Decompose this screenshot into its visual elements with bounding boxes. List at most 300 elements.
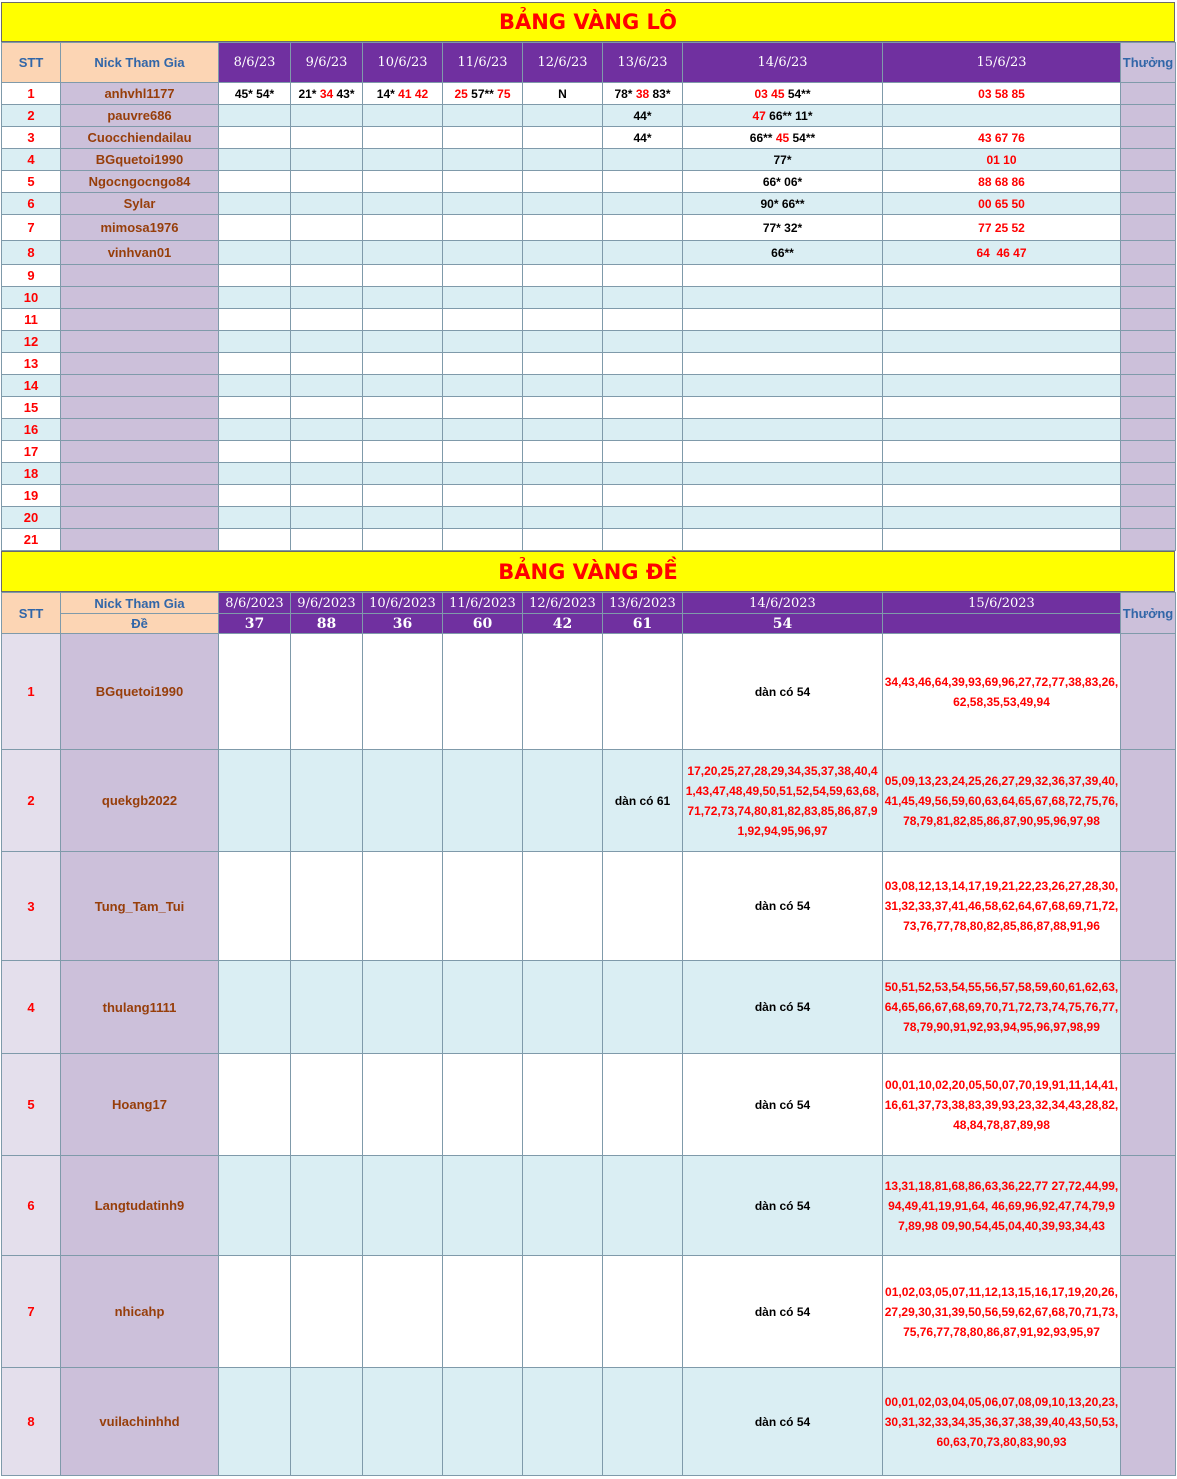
de-result-number: 54 xyxy=(683,614,883,634)
lo-day-cell xyxy=(523,397,603,419)
lo-stt-cell: 10 xyxy=(2,287,61,309)
lo-day-cell xyxy=(883,265,1121,287)
lo-day-cell xyxy=(291,507,363,529)
de-table-row xyxy=(2,1256,1176,1368)
lo-day-cell xyxy=(883,83,1121,105)
de-number-list: 13,31,18,81,68,86,63,36,22,77 27,72,44,99,94,49,41,19,91,64, 46,69,96,92,47,74,79,97,89,98 09,90,54,45,04,40,39,93,34,43 xyxy=(883,1156,1121,1256)
lo-day-cell xyxy=(363,441,443,463)
lo-day-cell xyxy=(363,485,443,507)
de-nick-cell: vuilachinhhd xyxy=(61,1368,219,1476)
lo-day-cell xyxy=(363,331,443,353)
lo-day-cell xyxy=(523,241,603,265)
lo-nick-cell xyxy=(61,529,219,551)
lo-table xyxy=(1,42,1176,551)
lo-nick-cell xyxy=(61,441,219,463)
lo-day-cell xyxy=(603,353,683,375)
lo-day-cell xyxy=(363,419,443,441)
lo-day-cell xyxy=(219,287,291,309)
de-day-cell xyxy=(603,1368,683,1476)
lo-day-cell xyxy=(683,83,883,105)
de-stt-cell: 1 xyxy=(2,634,61,750)
lo-day-cell xyxy=(603,419,683,441)
lo-day-cell xyxy=(363,397,443,419)
lo-reward-header: Thưởng xyxy=(1121,43,1176,83)
de-day-cell xyxy=(523,750,603,852)
lo-hit-number: 03 45 xyxy=(754,86,785,101)
lo-day-cell xyxy=(683,241,883,265)
lo-day-cell xyxy=(523,193,603,215)
de-reward-cell xyxy=(1121,1054,1176,1156)
lo-day-cell xyxy=(443,149,523,171)
de-day-cell xyxy=(523,1156,603,1256)
de-day-cell xyxy=(603,1156,683,1256)
lo-reward-cell xyxy=(1121,529,1176,551)
lo-day-cell xyxy=(883,507,1121,529)
lo-pick-number: 66** 11* xyxy=(765,108,813,123)
lo-day-cell xyxy=(603,193,683,215)
lo-day-cell xyxy=(219,83,291,105)
de-result-number: 37 xyxy=(219,614,291,634)
de-result-number: 36 xyxy=(363,614,443,634)
lo-date-header: 8/6/23 xyxy=(219,43,291,83)
lo-day-cell xyxy=(291,353,363,375)
lo-day-cell xyxy=(443,331,523,353)
lo-table-row xyxy=(2,215,1176,241)
lo-reward-cell xyxy=(1121,171,1176,193)
lo-table-row xyxy=(2,441,1176,463)
de-day-cell: 17,20,25,27,28,29,34,35,37,38,40,41,43,47,48,49,50,51,52,54,59,63,68,71,72,73,74,80,81,82,83,85,86,87,91,92,94,95,96,97 xyxy=(683,750,883,852)
lo-day-cell xyxy=(603,171,683,193)
lo-nick-cell: Ngocngocngo84 xyxy=(61,171,219,193)
de-title: BẢNG VÀNG ĐỀ xyxy=(1,551,1175,592)
lo-day-cell xyxy=(363,127,443,149)
de-day-cell xyxy=(363,1054,443,1156)
lo-day-cell xyxy=(219,265,291,287)
lo-table-row xyxy=(2,127,1176,149)
lo-day-cell xyxy=(443,265,523,287)
lo-day-cell xyxy=(443,375,523,397)
lo-day-cell xyxy=(883,287,1121,309)
lo-date-header: 12/6/23 xyxy=(523,43,603,83)
de-reward-cell xyxy=(1121,1156,1176,1256)
de-reward-header: Thưởng xyxy=(1121,593,1176,634)
lo-day-cell xyxy=(363,375,443,397)
lo-day-cell xyxy=(883,309,1121,331)
de-day-cell xyxy=(363,1156,443,1256)
lo-hit-number: 25 xyxy=(454,86,468,101)
de-date-header: 15/6/2023 xyxy=(883,593,1121,614)
lo-day-cell xyxy=(683,507,883,529)
lo-day-cell xyxy=(363,171,443,193)
lo-table-row xyxy=(2,105,1176,127)
lo-day-cell xyxy=(683,331,883,353)
lo-day-cell xyxy=(291,463,363,485)
lo-hit-number: 47 xyxy=(752,108,766,123)
lo-day-cell xyxy=(603,485,683,507)
lo-header-row xyxy=(2,43,1176,83)
lo-pick-number: 78* xyxy=(614,86,636,101)
lo-day-cell xyxy=(523,375,603,397)
de-day-cell: dàn có 54 xyxy=(683,634,883,750)
lo-day-cell xyxy=(291,127,363,149)
lo-day-cell xyxy=(683,287,883,309)
de-day-cell xyxy=(603,1256,683,1368)
de-table-row xyxy=(2,1368,1176,1476)
lo-day-cell xyxy=(683,463,883,485)
lo-table-row xyxy=(2,353,1176,375)
de-day-cell xyxy=(443,961,523,1054)
lo-reward-cell xyxy=(1121,507,1176,529)
lo-pick-number: 21* xyxy=(298,86,320,101)
lo-day-cell xyxy=(443,83,523,105)
lo-nick-cell xyxy=(61,507,219,529)
de-day-cell xyxy=(523,852,603,961)
lo-day-cell xyxy=(363,507,443,529)
lo-day-cell xyxy=(363,265,443,287)
de-date-header: 10/6/2023 xyxy=(363,593,443,614)
de-date-header: 8/6/2023 xyxy=(219,593,291,614)
lo-day-cell xyxy=(219,397,291,419)
de-date-header: 13/6/2023 xyxy=(603,593,683,614)
lo-reward-cell xyxy=(1121,265,1176,287)
de-day-cell xyxy=(523,1256,603,1368)
de-day-cell: dàn có 54 xyxy=(683,1156,883,1256)
lo-day-cell xyxy=(363,463,443,485)
lo-day-cell xyxy=(523,105,603,127)
lo-day-cell xyxy=(363,83,443,105)
lo-day-cell xyxy=(219,507,291,529)
lo-stt-cell: 20 xyxy=(2,507,61,529)
de-result-number: 88 xyxy=(291,614,363,634)
lo-nick-cell: mimosa1976 xyxy=(61,215,219,241)
lo-day-cell xyxy=(443,287,523,309)
lo-day-cell xyxy=(443,309,523,331)
de-day-cell xyxy=(523,961,603,1054)
lo-day-cell xyxy=(291,287,363,309)
lo-title: BẢNG VÀNG LÔ xyxy=(1,2,1175,42)
lo-day-cell xyxy=(443,215,523,241)
lo-day-cell xyxy=(603,529,683,551)
lo-stt-cell: 14 xyxy=(2,375,61,397)
lo-pick-number: 45* 54* xyxy=(234,86,275,101)
lo-reward-cell xyxy=(1121,127,1176,149)
lo-day-cell xyxy=(523,215,603,241)
lo-day-cell xyxy=(363,309,443,331)
lo-stt-cell: 8 xyxy=(2,241,61,265)
lo-day-cell xyxy=(603,397,683,419)
lo-nick-cell xyxy=(61,375,219,397)
lo-day-cell xyxy=(603,265,683,287)
lo-day-cell xyxy=(683,419,883,441)
lo-day-cell xyxy=(291,485,363,507)
lo-day-cell xyxy=(291,149,363,171)
lo-stt-cell: 15 xyxy=(2,397,61,419)
lo-day-cell xyxy=(683,127,883,149)
lo-stt-cell: 18 xyxy=(2,463,61,485)
lo-hit-number: 34 xyxy=(319,86,334,101)
lo-day-cell xyxy=(291,397,363,419)
de-day-cell xyxy=(219,1156,291,1256)
lo-day-cell xyxy=(443,127,523,149)
lo-day-cell xyxy=(683,149,883,171)
lo-day-cell xyxy=(363,353,443,375)
lo-day-cell xyxy=(291,171,363,193)
lo-day-cell xyxy=(603,463,683,485)
de-day-cell xyxy=(219,1054,291,1156)
lo-reward-cell xyxy=(1121,463,1176,485)
lo-day-cell xyxy=(883,441,1121,463)
lo-day-cell xyxy=(523,331,603,353)
de-date-header: 12/6/2023 xyxy=(523,593,603,614)
lo-reward-cell xyxy=(1121,241,1176,265)
lo-table-row xyxy=(2,507,1176,529)
de-reward-cell xyxy=(1121,852,1176,961)
de-day-cell: dàn có 54 xyxy=(683,1256,883,1368)
de-stt-cell: 5 xyxy=(2,1054,61,1156)
lo-pick-number: 66* 06* xyxy=(762,174,803,189)
lo-day-cell xyxy=(883,171,1121,193)
lo-day-cell xyxy=(443,441,523,463)
de-stt-cell: 7 xyxy=(2,1256,61,1368)
de-table-row xyxy=(2,852,1176,961)
de-day-cell xyxy=(219,750,291,852)
lo-nick-cell: vinhvan01 xyxy=(61,241,219,265)
lo-nick-cell xyxy=(61,353,219,375)
lo-day-cell xyxy=(883,375,1121,397)
lo-date-header: 9/6/23 xyxy=(291,43,363,83)
de-date-header: 14/6/2023 xyxy=(683,593,883,614)
de-day-cell xyxy=(523,1368,603,1476)
lo-pick-number: 77* 32* xyxy=(762,220,803,235)
lo-stt-cell: 4 xyxy=(2,149,61,171)
lo-day-cell xyxy=(443,485,523,507)
lo-reward-cell xyxy=(1121,149,1176,171)
lo-table-row xyxy=(2,419,1176,441)
de-day-cell xyxy=(291,1256,363,1368)
lo-day-cell xyxy=(219,375,291,397)
lo-day-cell xyxy=(523,353,603,375)
lo-day-cell xyxy=(883,463,1121,485)
lo-day-cell xyxy=(523,309,603,331)
de-table-row xyxy=(2,750,1176,852)
de-table-row xyxy=(2,1054,1176,1156)
de-reward-cell xyxy=(1121,1368,1176,1476)
lo-pick-number: 90* 66** xyxy=(760,196,805,211)
lo-day-cell xyxy=(523,529,603,551)
de-day-cell xyxy=(523,1054,603,1156)
lo-day-cell xyxy=(291,215,363,241)
de-day-cell xyxy=(219,1256,291,1368)
de-day-cell xyxy=(443,750,523,852)
de-day-cell xyxy=(219,1368,291,1476)
lo-day-cell xyxy=(443,463,523,485)
lo-hit-number: 88 68 86 xyxy=(978,174,1025,189)
lo-day-cell xyxy=(291,529,363,551)
lo-reward-cell xyxy=(1121,287,1176,309)
lo-reward-cell xyxy=(1121,419,1176,441)
lo-day-cell xyxy=(219,105,291,127)
de-stt-cell: 4 xyxy=(2,961,61,1054)
lo-hit-number: 01 10 xyxy=(986,152,1017,167)
de-day-cell xyxy=(603,852,683,961)
lo-day-cell xyxy=(219,463,291,485)
lo-day-cell xyxy=(883,193,1121,215)
lo-day-cell xyxy=(883,419,1121,441)
lo-day-cell xyxy=(219,485,291,507)
lo-hit-number: 75 xyxy=(497,86,511,101)
lo-nick-cell: anhvhl1177 xyxy=(61,83,219,105)
lo-day-cell xyxy=(363,287,443,309)
lo-date-header: 13/6/23 xyxy=(603,43,683,83)
de-nick-cell: nhicahp xyxy=(61,1256,219,1368)
de-number-list: 01,02,03,05,07,11,12,13,15,16,17,19,20,26,27,29,30,31,39,50,56,59,62,67,68,70,71,73,75,76,77,78,80,86,87,91,92,93,95,97 xyxy=(883,1256,1121,1368)
lo-table-row xyxy=(2,331,1176,353)
lo-pick-number: 66** xyxy=(771,245,794,260)
lo-stt-cell: 1 xyxy=(2,83,61,105)
lo-reward-cell xyxy=(1121,353,1176,375)
de-nick-header: Nick Tham Gia xyxy=(61,593,219,614)
lo-table-row xyxy=(2,241,1176,265)
lo-pick-number: 14* xyxy=(376,86,399,101)
de-nick-cell: Langtudatinh9 xyxy=(61,1156,219,1256)
lo-day-cell xyxy=(363,529,443,551)
lo-day-cell xyxy=(683,529,883,551)
de-day-cell: dàn có 61 xyxy=(603,750,683,852)
lo-reward-cell xyxy=(1121,375,1176,397)
lo-day-cell xyxy=(883,397,1121,419)
lo-day-cell xyxy=(603,215,683,241)
lo-day-cell xyxy=(603,331,683,353)
lo-day-cell xyxy=(523,419,603,441)
lo-day-cell xyxy=(219,331,291,353)
de-day-cell xyxy=(363,961,443,1054)
lo-reward-cell xyxy=(1121,441,1176,463)
de-day-cell: dàn có 54 xyxy=(683,1054,883,1156)
lo-table-row xyxy=(2,397,1176,419)
lo-day-cell xyxy=(291,193,363,215)
de-nick-cell: BGquetoi1990 xyxy=(61,634,219,750)
lo-hit-number: 64 46 47 xyxy=(976,245,1027,260)
lo-day-cell xyxy=(291,265,363,287)
lo-day-cell xyxy=(603,375,683,397)
lo-day-cell xyxy=(291,331,363,353)
de-day-cell xyxy=(291,750,363,852)
lo-day-cell xyxy=(683,375,883,397)
lo-stt-cell: 12 xyxy=(2,331,61,353)
lo-day-cell xyxy=(883,127,1121,149)
de-day-cell xyxy=(363,852,443,961)
de-reward-cell xyxy=(1121,1256,1176,1368)
de-day-cell xyxy=(291,1054,363,1156)
lo-day-cell xyxy=(219,215,291,241)
lo-stt-cell: 16 xyxy=(2,419,61,441)
lo-reward-cell xyxy=(1121,193,1176,215)
lo-day-cell xyxy=(363,193,443,215)
de-reward-cell xyxy=(1121,961,1176,1054)
de-day-cell xyxy=(443,1368,523,1476)
de-day-cell xyxy=(363,634,443,750)
lo-pick-number: 83* xyxy=(649,86,671,101)
de-number-list: 05,09,13,23,24,25,26,27,29,32,36,37,39,40,41,45,49,56,59,60,63,64,65,67,68,72,75,76,78,79,81,82,85,86,87,90,95,96,97,98 xyxy=(883,750,1121,852)
lo-day-cell xyxy=(683,215,883,241)
de-stt-cell: 6 xyxy=(2,1156,61,1256)
lo-day-cell xyxy=(523,463,603,485)
de-reward-cell xyxy=(1121,750,1176,852)
lo-day-cell xyxy=(363,105,443,127)
de-day-cell xyxy=(523,634,603,750)
lo-stt-cell: 13 xyxy=(2,353,61,375)
lo-hit-number: 45 xyxy=(775,130,790,145)
lo-day-cell xyxy=(443,507,523,529)
de-nick-cell: thulang1111 xyxy=(61,961,219,1054)
de-stt-cell: 8 xyxy=(2,1368,61,1476)
lo-day-cell xyxy=(363,241,443,265)
lo-nick-cell: Cuocchiendailau xyxy=(61,127,219,149)
lo-day-cell xyxy=(883,353,1121,375)
lo-reward-cell xyxy=(1121,331,1176,353)
de-result-number xyxy=(883,614,1121,634)
de-reward-cell xyxy=(1121,634,1176,750)
lo-pick-number: 57** xyxy=(467,86,498,101)
lo-day-cell xyxy=(883,241,1121,265)
lo-day-cell xyxy=(443,419,523,441)
de-day-cell xyxy=(291,1368,363,1476)
lo-day-cell xyxy=(603,287,683,309)
lo-nick-header: Nick Tham Gia xyxy=(61,43,219,83)
de-day-cell xyxy=(219,961,291,1054)
lo-day-cell xyxy=(883,149,1121,171)
de-day-cell xyxy=(363,1256,443,1368)
de-number-list: 03,08,12,13,14,17,19,21,22,23,26,27,28,30,31,32,33,37,41,46,58,62,64,67,68,69,71,72,73,76,77,78,80,82,85,86,87,88,91,96 xyxy=(883,852,1121,961)
lo-day-cell xyxy=(883,215,1121,241)
lo-stt-cell: 9 xyxy=(2,265,61,287)
lo-nick-cell xyxy=(61,419,219,441)
lo-day-cell xyxy=(603,105,683,127)
lo-nick-cell xyxy=(61,463,219,485)
lo-nick-cell xyxy=(61,287,219,309)
lo-day-cell xyxy=(443,353,523,375)
lo-day-cell xyxy=(443,529,523,551)
lo-hit-number: 43 67 76 xyxy=(978,130,1025,145)
lo-table-row xyxy=(2,287,1176,309)
lo-stt-cell: 19 xyxy=(2,485,61,507)
de-date-header: 9/6/2023 xyxy=(291,593,363,614)
lo-table-row xyxy=(2,463,1176,485)
lo-hit-number: 38 xyxy=(635,86,650,101)
lo-day-cell xyxy=(443,241,523,265)
de-day-cell xyxy=(291,961,363,1054)
lo-day-cell xyxy=(523,265,603,287)
lo-reward-cell xyxy=(1121,215,1176,241)
de-day-cell xyxy=(603,634,683,750)
de-day-cell xyxy=(291,634,363,750)
lo-stt-header: STT xyxy=(2,43,61,83)
lo-day-cell xyxy=(603,507,683,529)
lo-hit-number: 41 42 xyxy=(398,86,429,101)
lo-nick-cell xyxy=(61,265,219,287)
lo-day-cell xyxy=(603,149,683,171)
de-stt-cell: 2 xyxy=(2,750,61,852)
de-day-cell xyxy=(219,852,291,961)
lo-day-cell xyxy=(219,419,291,441)
lo-day-cell xyxy=(523,485,603,507)
lo-table-row xyxy=(2,83,1176,105)
lo-day-cell xyxy=(291,441,363,463)
lo-pick-number: 66** xyxy=(749,130,776,145)
lo-stt-cell: 7 xyxy=(2,215,61,241)
lo-day-cell xyxy=(523,83,603,105)
lo-day-cell xyxy=(683,441,883,463)
